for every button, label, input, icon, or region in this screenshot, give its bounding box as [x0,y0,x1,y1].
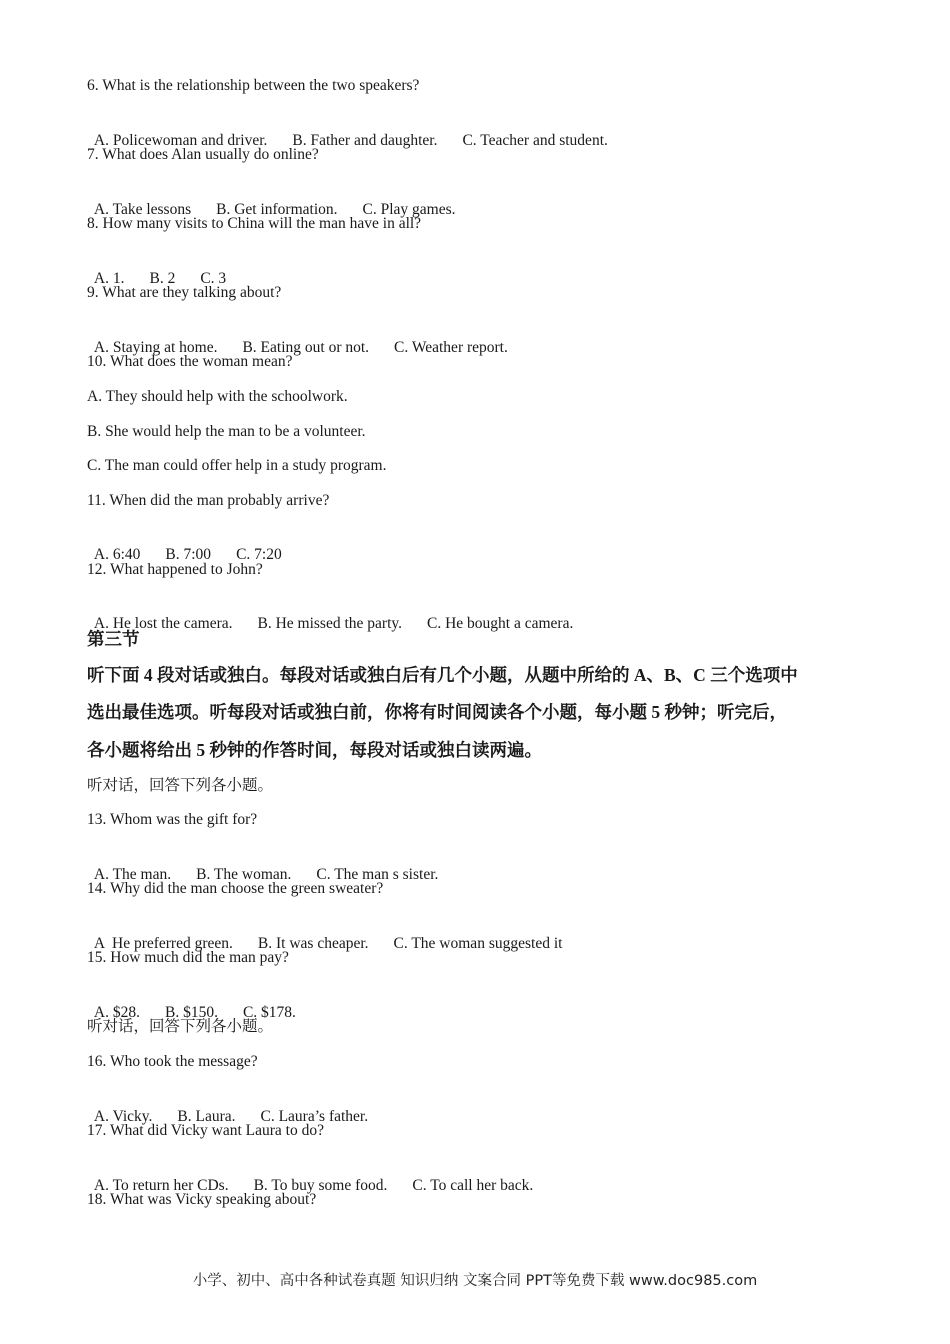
question-11: 11. When did the man probably arrive? [87,492,330,509]
option-b: B. Eating out or not. [242,339,370,356]
section-instructions-line-1: 听下面 4 段对话或独白。每段对话或独白后有几个小题，从题中所给的 A、B、C 三个选项中 [87,665,798,685]
question-15: 15. How much did the man pay? [87,949,289,966]
option-c: C. Teacher and student. [462,132,608,149]
section-title: 第三节 [87,629,140,649]
option-b: B. 2 [149,270,176,287]
section-instructions-line-2: 选出最佳选项。听每段对话或独白前，你将有时间阅读各个小题，每小题 5 秒钟；听完后， [87,702,787,722]
question-16: 16. Who took the message? [87,1053,258,1070]
option-c: C. 7:20 [236,546,282,563]
question-18: 18. What was Vicky speaking about? [87,1191,317,1208]
option-a: A. 1. [93,270,125,287]
option-c: C. The woman suggested it [393,935,563,952]
option-c: C. Weather report. [394,339,508,356]
option-a: A. The man. [93,866,172,883]
page-footer: 小学、初中、高中各种试卷真题 知识归纳 文案合同 PPT等免费下载 www.doc985.com [192,1273,758,1289]
option-a: A. Policewoman and driver. [93,132,268,149]
option-b: B. It was cheaper. [257,935,369,952]
option-a: A. Staying at home. [93,339,218,356]
group-prompt: 听对话，回答下列各小题。 [87,777,274,794]
question-13: 13. Whom was the gift for? [87,811,258,828]
option-b: B. $150. [164,1004,218,1021]
question-14: 14. Why did the man choose the green sweater? [87,880,384,897]
option-b: B. Laura. [177,1108,236,1125]
option-a: A. They should help with the schoolwork. [87,388,348,405]
option-b: B. She would help the man to be a volunteer. [87,423,366,440]
option-a: A. He lost the camera. [93,615,233,632]
option-a: A. Vicky. [93,1108,153,1125]
option-b: B. Father and daughter. [292,132,438,149]
option-c: C. Laura’s father. [260,1108,369,1125]
option-b: B. Get information. [216,201,338,218]
option-c: C. Play games. [362,201,456,218]
question-9: 9. What are they talking about? [87,284,282,301]
option-b: B. 7:00 [165,546,212,563]
option-c: C. $178. [242,1004,296,1021]
option-b: B. To buy some food. [253,1177,388,1194]
option-c: C. The man s sister. [316,866,439,883]
option-a: A. $28. [93,1004,140,1021]
section-instructions-line-3: 各小题将给出 5 秒钟的作答时间，每段对话或独白读两遍。 [87,740,542,760]
option-c: C. He bought a camera. [427,615,574,632]
question-12: 12. What happened to John? [87,561,263,578]
question-6: 6. What is the relationship between the two speakers? [87,77,420,94]
option-a: A He preferred green. [93,935,233,952]
options-12 [87,594,573,634]
option-b: B. The woman. [196,866,292,883]
option-a: A. To return her CDs. [93,1177,229,1194]
question-8: 8. How many visits to China will the man have in all? [87,215,422,232]
question-17: 17. What did Vicky want Laura to do? [87,1122,324,1139]
option-a: A. Take lessons [93,201,192,218]
question-7: 7. What does Alan usually do online? [87,146,319,163]
option-c: C. The man could offer help in a study program. [87,457,387,474]
question-10: 10. What does the woman mean? [87,353,293,370]
option-c: C. To call her back. [412,1177,534,1194]
options-11 [87,525,282,565]
group-prompt: 听对话，回答下列各小题。 [87,1018,274,1035]
option-c: C. 3 [200,270,227,287]
option-a: A. 6:40 [93,546,141,563]
option-b: B. He missed the party. [257,615,402,632]
